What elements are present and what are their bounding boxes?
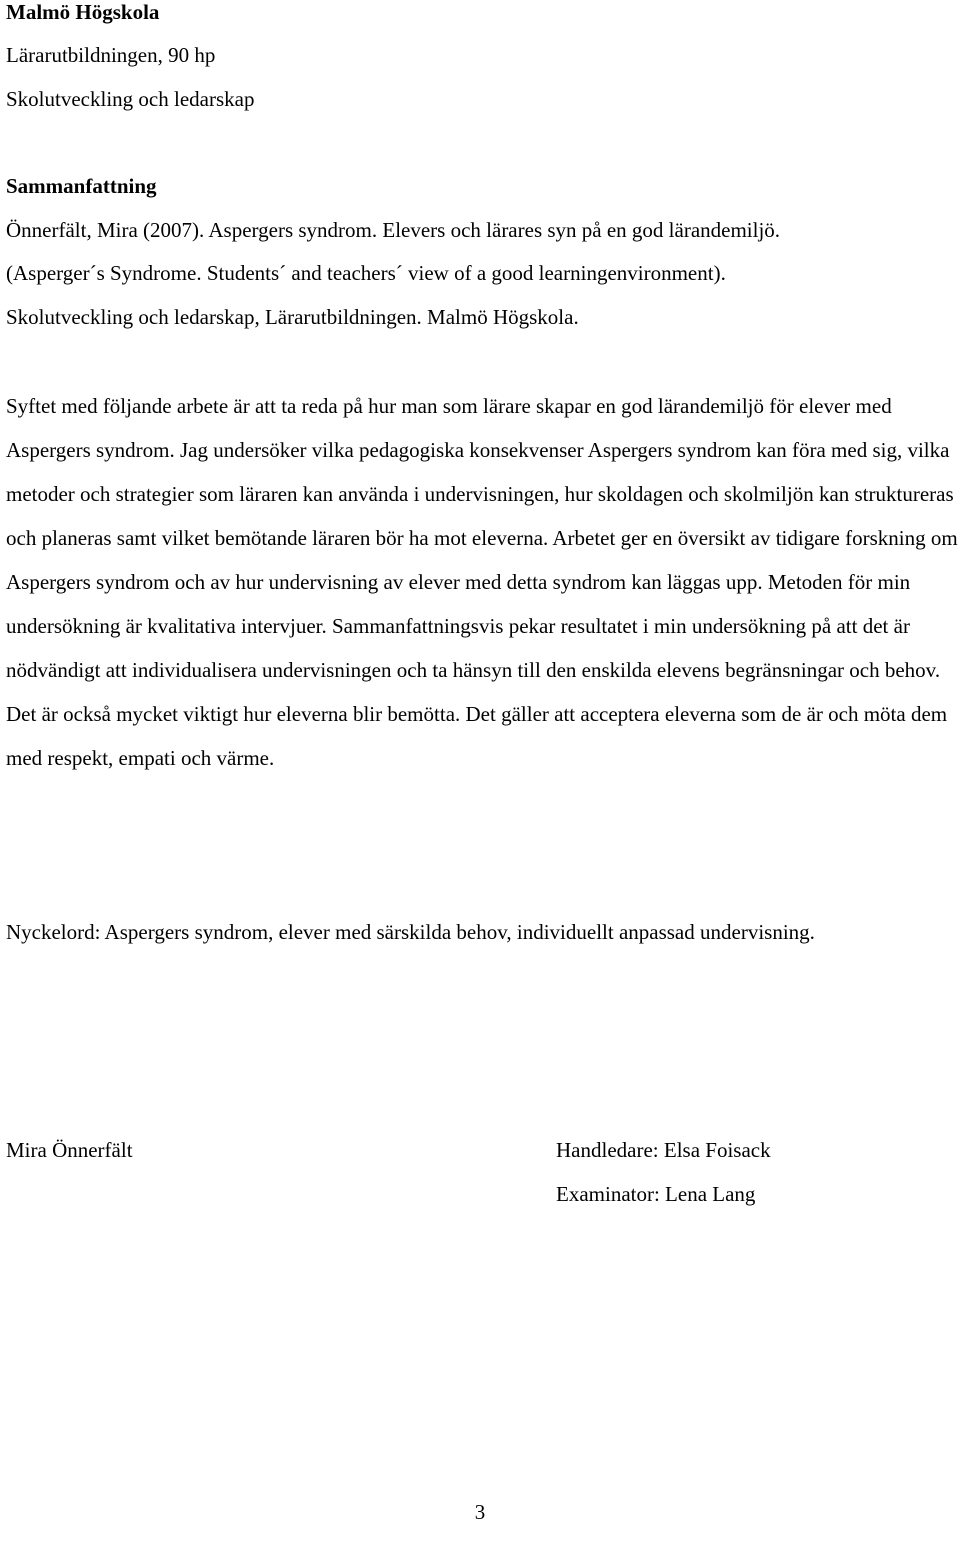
citation-line-2: (Asperger´s Syndrome. Students´ and teachers´ view of a good learningenvironment). xyxy=(6,261,726,285)
author-name: Mira Önnerfält xyxy=(6,1138,133,1162)
citation-line-3: Skolutveckling och ledarskap, Lärarutbildningen. Malmö Högskola. xyxy=(6,305,579,329)
supervisor: Handledare: Elsa Foisack xyxy=(556,1138,771,1162)
citation-line-1: Önnerfält, Mira (2007). Aspergers syndrom. Elevers och lärares syn på en god lärandemiljö. xyxy=(6,218,781,242)
page-number: 3 xyxy=(474,1500,486,1524)
abstract-paragraph: Syftet med följande arbete är att ta reda på hur man som lärare skapar en god lärandemiljö för elever med Aspergers syndrom. Jag undersöker vilka pedagogiska konsekvenser Aspergers syndrom kan föra med sig, vilka metoder och strategier som läraren kan använda i undervisningen, hur skoldagen och skolmiljön kan struktureras och planeras samt vilket bemötande läraren bör ha mot eleverna. Arbetet ger en översikt av tidigare forskning om Aspergers syndrom och av hur undervisning av elever med detta syndrom kan läggas upp. Metoden för min undersökning är kvalitativa intervjuer. Sammanfattningsvis pekar resultatet i min undersökning på att det är nödvändigt att individualisera undervisningen och ta hänsyn till den enskilda elevens begränsningar och behov. Det är också mycket viktigt hur eleverna blir bemötta. Det gäller att acceptera eleverna som de är och möta dem med respekt, empati och värme. xyxy=(6,394,958,770)
program-name: Lärarutbildningen, 90 hp xyxy=(6,43,216,67)
keywords: Nyckelord: Aspergers syndrom, elever med särskilda behov, individuellt anpassad undervisning. xyxy=(6,920,815,944)
university-name: Malmö Högskola xyxy=(6,0,160,24)
course-name: Skolutveckling och ledarskap xyxy=(6,87,255,111)
examiner: Examinator: Lena Lang xyxy=(556,1182,756,1206)
summary-heading: Sammanfattning xyxy=(6,174,157,198)
